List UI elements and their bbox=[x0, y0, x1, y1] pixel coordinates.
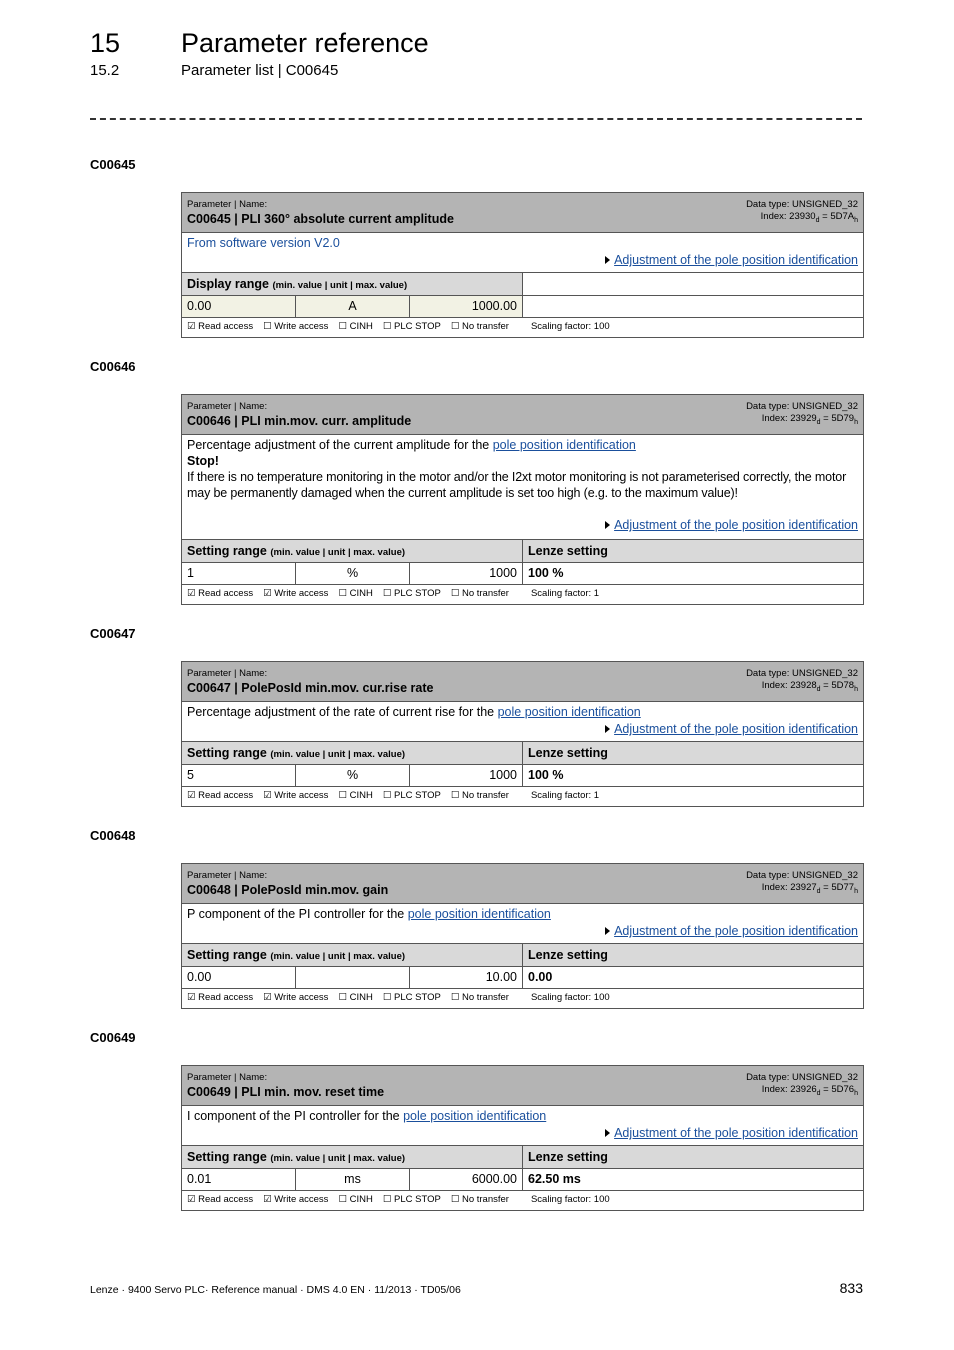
access-flags bbox=[182, 787, 863, 806]
min-value: 0.01 bbox=[182, 1169, 296, 1190]
param-description bbox=[182, 1106, 863, 1146]
unit-value: ms bbox=[296, 1169, 410, 1190]
param-index: Index: $23927_d = 5D77_h$ bbox=[761, 882, 858, 895]
page-number: 833 bbox=[839, 1280, 863, 1296]
cinh-flag: ☐ CINH bbox=[338, 588, 373, 599]
lenze-setting-value: 0.00 bbox=[528, 970, 553, 984]
min-value: 5 bbox=[182, 765, 296, 786]
setting-range-label: Setting range (min. value | unit | max. value) bbox=[182, 742, 523, 764]
range-values bbox=[182, 967, 863, 989]
unit-value: % bbox=[296, 563, 410, 584]
cinh-flag: ☐ CINH bbox=[338, 790, 373, 801]
plc-stop-flag: ☐ PLC STOP bbox=[382, 1194, 441, 1205]
param-name: C00646 | PLI min.mov. curr. amplitude bbox=[187, 414, 412, 428]
param-description bbox=[182, 233, 863, 273]
scaling-factor: Scaling factor: 100 bbox=[530, 992, 610, 1003]
arrow-right-icon bbox=[605, 725, 610, 733]
description-text: Percentage adjustment of the current amplitude for the pole position identification bbox=[187, 438, 636, 452]
chapter-title: Parameter reference bbox=[181, 28, 429, 58]
pole-position-link[interactable]: pole position identification bbox=[497, 705, 641, 719]
arrow-right-icon bbox=[605, 256, 610, 264]
data-type: Data type: UNSIGNED_32 bbox=[746, 1072, 858, 1083]
cinh-flag: ☐ CINH bbox=[338, 1194, 373, 1205]
description-text: I component of the PI controller for the pole position identification bbox=[187, 1109, 547, 1123]
section-number: 15.2 bbox=[90, 62, 120, 79]
param-description bbox=[182, 702, 863, 742]
unit-value: A bbox=[296, 296, 410, 317]
param-table-c00645 bbox=[181, 192, 864, 338]
plc-stop-flag: ☐ PLC STOP bbox=[382, 790, 441, 801]
param-header bbox=[182, 662, 863, 702]
max-value: 1000.00 bbox=[410, 296, 523, 317]
write-access-flag: ☑ Write access bbox=[263, 992, 329, 1003]
read-access-flag: ☑ Read access bbox=[187, 321, 254, 332]
param-header bbox=[182, 864, 863, 904]
param-index: Index: $23926_d = 5D76_h$ bbox=[761, 1084, 858, 1097]
data-type: Data type: UNSIGNED_32 bbox=[746, 870, 858, 881]
param-description bbox=[182, 435, 863, 540]
arrow-right-icon bbox=[605, 927, 610, 935]
min-value: 1 bbox=[182, 563, 296, 584]
max-value: 1000 bbox=[410, 563, 523, 584]
version-note: From software version V2.0 bbox=[187, 236, 340, 250]
param-name: C00647 | PolePosId min.mov. cur.rise rate bbox=[187, 681, 434, 695]
min-value: 0.00 bbox=[182, 296, 296, 317]
param-name-label: Parameter | Name: bbox=[187, 870, 268, 881]
lenze-setting-label: Lenze setting bbox=[523, 944, 863, 966]
access-flags bbox=[182, 318, 863, 337]
scaling-factor: Scaling factor: 1 bbox=[530, 588, 600, 599]
scaling-factor: Scaling factor: 100 bbox=[530, 321, 610, 332]
param-name-label: Parameter | Name: bbox=[187, 668, 268, 679]
param-index: Index: $23929_d = 5D79_h$ bbox=[761, 413, 858, 426]
read-access-flag: ☑ Read access bbox=[187, 1194, 254, 1205]
setting-range-label: Setting range (min. value | unit | max. value) bbox=[182, 540, 523, 562]
access-flags bbox=[182, 1191, 863, 1210]
param-table-c00646 bbox=[181, 394, 864, 605]
data-type: Data type: UNSIGNED_32 bbox=[746, 668, 858, 679]
no-transfer-flag: ☐ No transfer bbox=[450, 1194, 509, 1205]
arrow-right-icon bbox=[605, 1129, 610, 1137]
lenze-setting-value: 62.50 ms bbox=[528, 1172, 581, 1186]
access-flags bbox=[182, 989, 863, 1008]
range-header bbox=[182, 273, 863, 296]
lenze-setting-value: 100 % bbox=[528, 768, 564, 782]
range-values bbox=[182, 1169, 863, 1191]
param-heading-c00646: C00646 bbox=[90, 359, 136, 374]
footer-text: Lenze · 9400 Servo PLC· Reference manual · DMS 4.0 EN · 11/2013 · TD05/06 bbox=[90, 1284, 461, 1296]
range-values bbox=[182, 296, 863, 318]
param-heading-c00649: C00649 bbox=[90, 1030, 136, 1045]
no-transfer-flag: ☐ No transfer bbox=[450, 588, 509, 599]
write-access-flag: ☑ Write access bbox=[263, 790, 329, 801]
adjustment-link[interactable]: Adjustment of the pole position identification bbox=[614, 1126, 858, 1140]
param-heading-c00645: C00645 bbox=[90, 157, 136, 172]
lenze-setting-label: Lenze setting bbox=[523, 1146, 863, 1168]
plc-stop-flag: ☐ PLC STOP bbox=[382, 992, 441, 1003]
adjustment-link[interactable]: Adjustment of the pole position identification bbox=[614, 253, 858, 267]
param-table-c00648 bbox=[181, 863, 864, 1009]
param-heading-c00647: C00647 bbox=[90, 626, 136, 641]
header-divider bbox=[90, 118, 862, 120]
unit-value bbox=[296, 967, 410, 988]
data-type: Data type: UNSIGNED_32 bbox=[746, 199, 858, 210]
chapter-number: 15 bbox=[90, 28, 121, 58]
setting-range-label: Setting range (min. value | unit | max. value) bbox=[182, 944, 523, 966]
write-access-flag: ☑ Write access bbox=[263, 1194, 329, 1205]
pole-position-link[interactable]: pole position identification bbox=[492, 438, 636, 452]
param-name-label: Parameter | Name: bbox=[187, 199, 268, 210]
param-name-label: Parameter | Name: bbox=[187, 1072, 268, 1083]
stop-warning-text: If there is no temperature monitoring in the motor and/or the I2xt motor monitoring is not parameterised correctly, the motor may be permanently damaged when the current amplitude is set too high (e.g. to the maximum value)! bbox=[187, 470, 847, 500]
no-transfer-flag: ☐ No transfer bbox=[450, 790, 509, 801]
no-transfer-flag: ☐ No transfer bbox=[450, 992, 509, 1003]
param-name: C00649 | PLI min. mov. reset time bbox=[187, 1085, 385, 1099]
param-table-c00649 bbox=[181, 1065, 864, 1211]
adjustment-link[interactable]: Adjustment of the pole position identification bbox=[614, 722, 858, 736]
range-header bbox=[182, 540, 863, 563]
unit-value: % bbox=[296, 765, 410, 786]
param-heading-c00648: C00648 bbox=[90, 828, 136, 843]
max-value: 6000.00 bbox=[410, 1169, 523, 1190]
read-access-flag: ☑ Read access bbox=[187, 992, 254, 1003]
param-name: C00645 | PLI 360° absolute current amplitude bbox=[187, 212, 454, 226]
no-transfer-flag: ☐ No transfer bbox=[450, 321, 509, 332]
arrow-right-icon bbox=[605, 521, 610, 529]
access-flags bbox=[182, 585, 863, 604]
range-header bbox=[182, 1146, 863, 1169]
read-access-flag: ☑ Read access bbox=[187, 588, 254, 599]
cinh-flag: ☐ CINH bbox=[338, 321, 373, 332]
param-description bbox=[182, 904, 863, 944]
lenze-setting-label: Lenze setting bbox=[523, 540, 863, 562]
adjustment-link[interactable]: Adjustment of the pole position identification bbox=[614, 924, 858, 938]
stop-warning-title: Stop! bbox=[187, 454, 219, 468]
pole-position-link[interactable]: pole position identification bbox=[403, 1109, 547, 1123]
scaling-factor: Scaling factor: 100 bbox=[530, 1194, 610, 1205]
param-header bbox=[182, 193, 863, 233]
adjustment-link[interactable]: Adjustment of the pole position identification bbox=[614, 518, 858, 532]
max-value: 10.00 bbox=[410, 967, 523, 988]
description-text: P component of the PI controller for the pole position identification bbox=[187, 907, 551, 921]
param-header bbox=[182, 395, 863, 435]
lenze-setting-value: 100 % bbox=[528, 566, 564, 580]
param-name: C00648 | PolePosId min.mov. gain bbox=[187, 883, 389, 897]
min-value: 0.00 bbox=[182, 967, 296, 988]
param-name-label: Parameter | Name: bbox=[187, 401, 268, 412]
range-values bbox=[182, 563, 863, 585]
scaling-factor: Scaling factor: 1 bbox=[530, 790, 600, 801]
plc-stop-flag: ☐ PLC STOP bbox=[382, 321, 441, 332]
param-index: Index: $23928_d = 5D78_h$ bbox=[761, 680, 858, 693]
cinh-flag: ☐ CINH bbox=[338, 992, 373, 1003]
read-access-flag: ☑ Read access bbox=[187, 790, 254, 801]
display-range-label: Display range (min. value | unit | max. value) bbox=[182, 273, 523, 295]
param-table-c00647 bbox=[181, 661, 864, 807]
range-header bbox=[182, 944, 863, 967]
range-header bbox=[182, 742, 863, 765]
max-value: 1000 bbox=[410, 765, 523, 786]
param-header bbox=[182, 1066, 863, 1106]
write-access-flag: ☑ Write access bbox=[263, 588, 329, 599]
section-title: Parameter list | C00645 bbox=[181, 62, 339, 79]
plc-stop-flag: ☐ PLC STOP bbox=[382, 588, 441, 599]
write-access-flag: ☐ Write access bbox=[263, 321, 329, 332]
range-values bbox=[182, 765, 863, 787]
lenze-setting-label: Lenze setting bbox=[523, 742, 863, 764]
setting-range-label: Setting range (min. value | unit | max. value) bbox=[182, 1146, 523, 1168]
data-type: Data type: UNSIGNED_32 bbox=[746, 401, 858, 412]
param-index: Index: $23930_d = 5D7A_h$ bbox=[760, 211, 858, 224]
pole-position-link[interactable]: pole position identification bbox=[407, 907, 551, 921]
description-text: Percentage adjustment of the rate of current rise for the pole position identification bbox=[187, 705, 641, 719]
